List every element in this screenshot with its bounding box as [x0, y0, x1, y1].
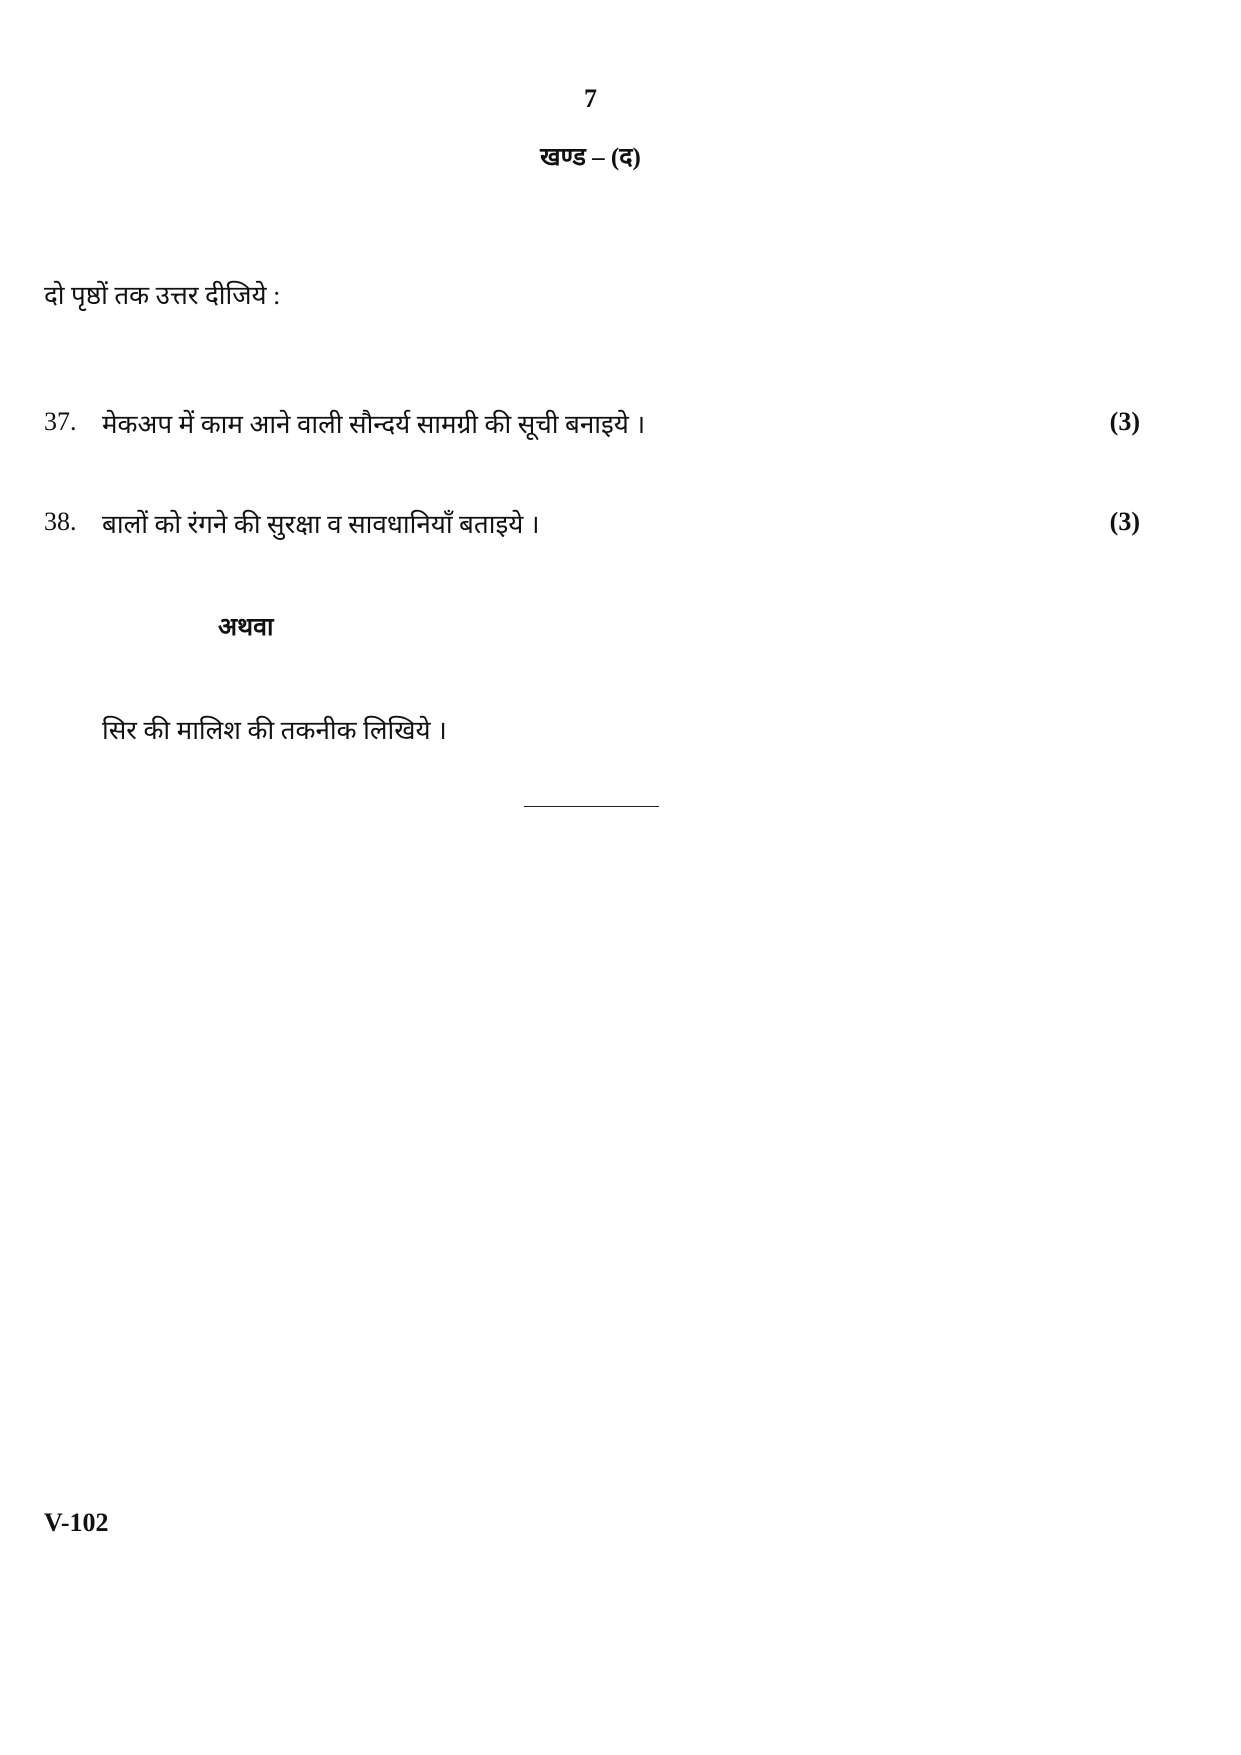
alternative-question-text: सिर की मालिश की तकनीक लिखिये । — [102, 716, 447, 745]
paper-code: V-102 — [44, 1508, 109, 1537]
question-number-38: 38. — [44, 507, 77, 536]
question-marks-38: (3) — [1109, 507, 1140, 536]
question-text-37: मेकअप में काम आने वाली सौन्दर्य सामग्री की सूची बनाइये । — [102, 410, 646, 439]
question-marks-37: (3) — [1109, 407, 1140, 436]
question-number-37: 37. — [44, 407, 77, 436]
or-label: अथवा — [218, 614, 274, 641]
section-title: खण्ड – (द) — [540, 144, 641, 171]
page-number: 7 — [584, 84, 597, 113]
question-text-38: बालों को रंगने की सुरक्षा व सावधानियाँ बताइये । — [102, 510, 540, 539]
end-divider — [524, 806, 659, 807]
instruction-text: दो पृष्ठों तक उत्तर दीजिये : — [44, 281, 281, 310]
